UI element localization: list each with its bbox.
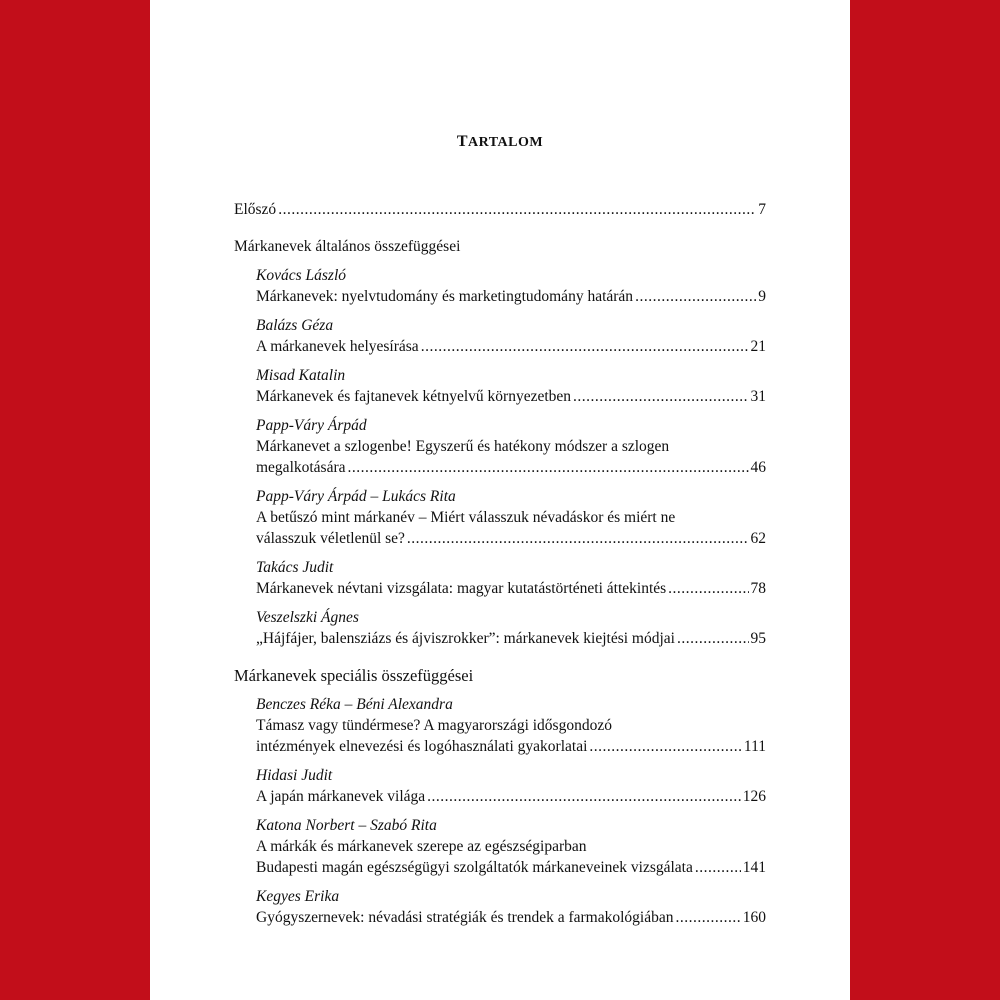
toc-entry-title: Előszó bbox=[234, 201, 277, 218]
toc-entry-title: Márkanevek névtani vizsgálata: magyar kutatástörténeti áttekintés bbox=[256, 580, 667, 597]
toc-entry-title-line: Márkanevet a szlogenbe! Egyszerű és hatékony módszer a szlogen bbox=[256, 438, 670, 455]
toc-entry[interactable] bbox=[256, 607, 766, 649]
toc-entry-author: Kegyes Erika bbox=[256, 888, 340, 905]
toc-entry-title-row bbox=[256, 578, 766, 599]
toc-entry-title: Márkanevek: nyelvtudomány és marketingtudomány határán bbox=[256, 288, 634, 305]
toc-page-number: 7 bbox=[758, 201, 766, 218]
toc-entry-author: Misad Katalin bbox=[256, 367, 346, 384]
toc-page-number: 9 bbox=[758, 288, 766, 305]
toc-entry[interactable] bbox=[256, 694, 766, 757]
toc-entry-title: megalkotására bbox=[256, 459, 346, 476]
toc-entry-title-row bbox=[256, 907, 766, 928]
toc-entry[interactable] bbox=[256, 886, 766, 928]
toc-entry-title-line: A betűszó mint márkanév – Miért válasszuk névadáskor és miért ne bbox=[256, 509, 676, 526]
toc-entry-title-row bbox=[256, 286, 766, 307]
toc-page-number: 46 bbox=[750, 459, 766, 476]
toc-entry[interactable] bbox=[256, 557, 766, 599]
toc-page-number: 141 bbox=[742, 859, 766, 876]
toc-entry-title: válasszuk véletlenül se? bbox=[256, 530, 405, 547]
leader-dots bbox=[407, 528, 749, 549]
toc-entry-title: Gyógyszernevek: névadási stratégiák és trendek a farmakológiában bbox=[256, 909, 674, 926]
toc-page-number: 111 bbox=[743, 738, 766, 755]
toc-entry-title-row bbox=[256, 336, 766, 357]
toc-entry-title: intézmények elnevezési és logóhasználati gyakorlatai bbox=[256, 738, 588, 755]
leader-dots bbox=[675, 907, 740, 928]
book-page bbox=[150, 0, 850, 1000]
page-title bbox=[150, 133, 850, 151]
leader-dots bbox=[589, 736, 742, 757]
leader-dots bbox=[427, 786, 741, 807]
toc-entry-title: „Hájfájer, balensziázs és ájviszrokker”: márkanevek kiejtési módjai bbox=[256, 630, 675, 647]
toc-entry-title-row bbox=[256, 736, 766, 757]
title-initial: T bbox=[456, 133, 469, 150]
toc-entry-title-row bbox=[256, 386, 766, 407]
toc-entry-author: Katona Norbert – Szabó Rita bbox=[256, 817, 437, 834]
leader-dots bbox=[278, 199, 756, 220]
toc-entry-title-row bbox=[256, 786, 766, 807]
toc-page-number: 31 bbox=[750, 388, 766, 405]
toc-entry[interactable] bbox=[256, 265, 766, 307]
leader-dots bbox=[677, 628, 749, 649]
toc-entry-author: Veszelszki Ágnes bbox=[256, 609, 359, 626]
toc-entry-title-line: Támasz vagy tündérmese? A magyarországi idősgondozó bbox=[256, 717, 612, 734]
toc-page-number: 160 bbox=[742, 909, 766, 926]
leader-dots bbox=[573, 386, 748, 407]
toc-entry-foreword[interactable] bbox=[234, 199, 766, 220]
toc-entry-title-row bbox=[256, 857, 766, 878]
toc-entry-author: Balázs Géza bbox=[256, 317, 334, 334]
section-title: Márkanevek általános összefüggései bbox=[234, 238, 461, 255]
toc-entry-author: Papp-Váry Árpád – Lukács Rita bbox=[256, 488, 456, 505]
toc-entry-title-row bbox=[256, 628, 766, 649]
toc-section bbox=[234, 236, 766, 649]
toc-page-number: 62 bbox=[750, 530, 766, 547]
toc-entry[interactable] bbox=[256, 486, 766, 549]
toc-section bbox=[234, 665, 766, 928]
toc-entry-title-line: A márkák és márkanevek szerepe az egészségiparban bbox=[256, 838, 587, 855]
toc-entry-title: A japán márkanevek világa bbox=[256, 788, 426, 805]
leader-dots bbox=[668, 578, 748, 599]
toc-entry-title-row bbox=[256, 457, 766, 478]
toc-entry-author: Kovács László bbox=[256, 267, 346, 284]
toc-page-number: 78 bbox=[750, 580, 766, 597]
toc-entry-title: A márkanevek helyesírása bbox=[256, 338, 419, 355]
leader-dots bbox=[635, 286, 756, 307]
toc-entry[interactable] bbox=[256, 415, 766, 478]
leader-dots bbox=[348, 457, 749, 478]
toc-entry[interactable] bbox=[256, 815, 766, 878]
toc-entry-author: Papp-Váry Árpád bbox=[256, 417, 367, 434]
toc-entry-title: Márkanevek és fajtanevek kétnyelvű környezetben bbox=[256, 388, 572, 405]
toc-page-number: 21 bbox=[750, 338, 766, 355]
title-rest: ARTALOM bbox=[468, 135, 544, 150]
toc-entry-title-row bbox=[256, 528, 766, 549]
toc-entry-title: Budapesti magán egészségügyi szolgáltatók márkaneveinek vizsgálata bbox=[256, 859, 693, 876]
section-title: Márkanevek speciális összefüggései bbox=[234, 666, 474, 685]
toc-entry-author: Takács Judit bbox=[256, 559, 334, 576]
leader-dots bbox=[421, 336, 749, 357]
toc-entry[interactable] bbox=[256, 365, 766, 407]
toc-entry-author: Hidasi Judit bbox=[256, 767, 333, 784]
toc-page-number: 95 bbox=[750, 630, 766, 647]
leader-dots bbox=[695, 857, 741, 878]
table-of-contents bbox=[234, 199, 766, 928]
toc-entry-author: Benczes Réka – Béni Alexandra bbox=[256, 696, 453, 713]
toc-entry[interactable] bbox=[256, 315, 766, 357]
toc-page-number: 126 bbox=[742, 788, 766, 805]
toc-entry[interactable] bbox=[256, 765, 766, 807]
